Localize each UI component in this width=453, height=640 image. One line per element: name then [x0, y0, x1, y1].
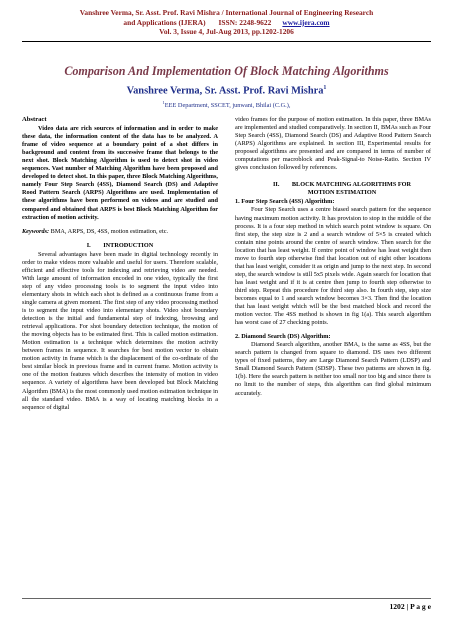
intro-continuation: video frames for the purpose of motion estimation. In this paper, three BMAs are implemented and studied comparatively. In section II, BMAs such as Four Step Search (4SS), Diamond Search (DS) and Adaptive Rood Pattern Search (ARPS) Algorithms are explained. In section III, Experimental results for proposed algorithms are presented and are compared in terms of number of computations per macroblock and Peak-Signal-to Noise-Ratio. Section IV gives conclusion followed by references.	[235, 116, 431, 172]
journal-volume-issue: Vol. 3, Issue 4, Jul-Aug 2013, pp.1202-1206	[159, 27, 294, 37]
journal-header-line-2	[22, 18, 431, 28]
journal-header-line-1: Vanshree Verma, Sr. Asst. Prof. Ravi Mishra / International Journal of Engineering Research	[79, 8, 374, 17]
section-1-heading: I. INTRODUCTION	[86, 241, 154, 249]
spacer	[235, 327, 431, 332]
paper-title: Comparison And Implementation Of Block Matching Algorithms	[64, 64, 389, 78]
journal-header	[22, 8, 431, 37]
subsection-ds-heading: 2. Diamond Search (DS) Algorithm:	[235, 333, 331, 341]
left-column	[22, 116, 218, 412]
page-number: 1202 | P a g e	[389, 602, 431, 611]
header-divider	[22, 41, 431, 42]
subsection-ds-text: Diamond Search algorithm, another BMA, is the same as 4SS, but the search pattern is changed from square to diamond. DS uses two different types of fixed patterns, they are Large Diamond Search Pattern (LDSP) and Small Diamond Search Pattern (SDSP). These two patterns are shown in fig. 1(b). Here the search pattern is neither too small nor too big and since there is no limit to the number of steps, this algorithm can find global minimum accurately.	[235, 341, 431, 397]
affiliation-mark: 1	[162, 100, 165, 105]
author-names: Vanshree Verma, Sr. Asst. Prof. Ravi Mishra	[126, 85, 324, 97]
paper-authors	[22, 85, 431, 96]
subsection-4ss-heading: 1. Four Step Search (4SS) Algorithm:	[235, 198, 335, 206]
section-2-heading: II. BLOCK MATCHING ALGORITHMS FOR MOTION ESTIMATION	[272, 181, 413, 197]
author-affiliation	[22, 100, 431, 109]
keywords	[22, 228, 218, 236]
journal-name-part: and Applications (IJERA)	[123, 17, 206, 27]
journal-website-link[interactable]: www.ijera.com	[282, 17, 330, 27]
section-1-text: Several advantages have been made in digital technology recently in order to make videos more valuable and useful for users. Therefore scalable, efficient and effective tools for indexing and retrieving video are needed. With large amount of information encoded in one video, typically the first step of any video processing tools is to segment the input video into elementary shots in which each shot is defined as a continuous frame from a single camera at given moment. The first step of any video processing method is to segment the input video into elementary shots. Video shot boundary detection is the initial and fundamental step of indexing, browsing and retrieval applications. For shot boundary detection technique, the motion of the moving objects has to be estimated first. This is called motion estimation. Motion estimation is a technique which determines the motion activity between frames in sequence. It searches for best motion vector to obtain motion activity in frame which is the displacement of the co-ordinate of the best similar block in previous frame and in current frame. Motion activity is one of the motion features which describes the intensity of motion in video sequence. A variety of algorithms have been developed but Block Matching Algorithm (BMA) is the most commonly used motion estimation technique in all the standard video. BMA is a way of locating matching blocks in a sequence of digital	[22, 250, 218, 411]
keywords-label: Keywords:	[22, 227, 50, 235]
keywords-text: BMA, ARPS, DS, 4SS, motion estimation, etc.	[50, 227, 169, 235]
subsection-4ss-text: Four Step Search uses a centre biased search pattern for the sequence having maximum motion activity. It has provision to stop in the middle of the process. It is a four step method in which search point window is square. On first step, the step size is 2 and a search window of 5×5 is created which contain nine points around the centre of search window. Then search for the location that has least weight. If centre point of window has least weight then move to fourth step otherwise find that location out of eight other locations that has least weight, consider it as origin and jump to the next step. In second step, the search window is still 5x5 pixels wide. Again search for location that has least weight and if it is at centre then jump to fourth step otherwise to third step. Repeat this procedure for third step also. In fourth step, step size becomes equal to 1 and search window becomes 3×3. Then find the location that has least weight which will be the best matched block and record the motion vector. The 4SS method is shown in fig 1(a). This search algorithm has worst case of 27 checking points.	[235, 206, 431, 327]
issn: ISSN: 2248-9622	[218, 17, 272, 27]
abstract-text: Video data are rich sources of information and in order to make these data, the information content of the data has to be analyzed. A frame of video sequence at a boundary point of a shot differs in background and content from its successive frame that belongs to the next shot. Block Matching Algorithm is used to detect shot in video sequences. Vast number of Matching Algorithm have been proposed and developed to detect shot. In this paper, three Block Matching Algorithms, namely Four Step Search (4SS), Diamond Search (DS) and Adaptive Rood Pattern Search (ARPS) Algorithms are used. Implementation of these algorithms have been performed on videos and are studied and compared and obtained that ARPS is best Block Matching Algorithm for extraction of motion activity.	[22, 125, 218, 221]
abstract-heading: Abstract	[22, 116, 47, 123]
footer-divider	[22, 598, 431, 599]
author-affiliation-mark: 1	[323, 85, 327, 91]
right-column	[235, 116, 431, 398]
affiliation-text: EEE Department, SSCET, junwani, Bhilai (C.G.),	[164, 102, 291, 110]
